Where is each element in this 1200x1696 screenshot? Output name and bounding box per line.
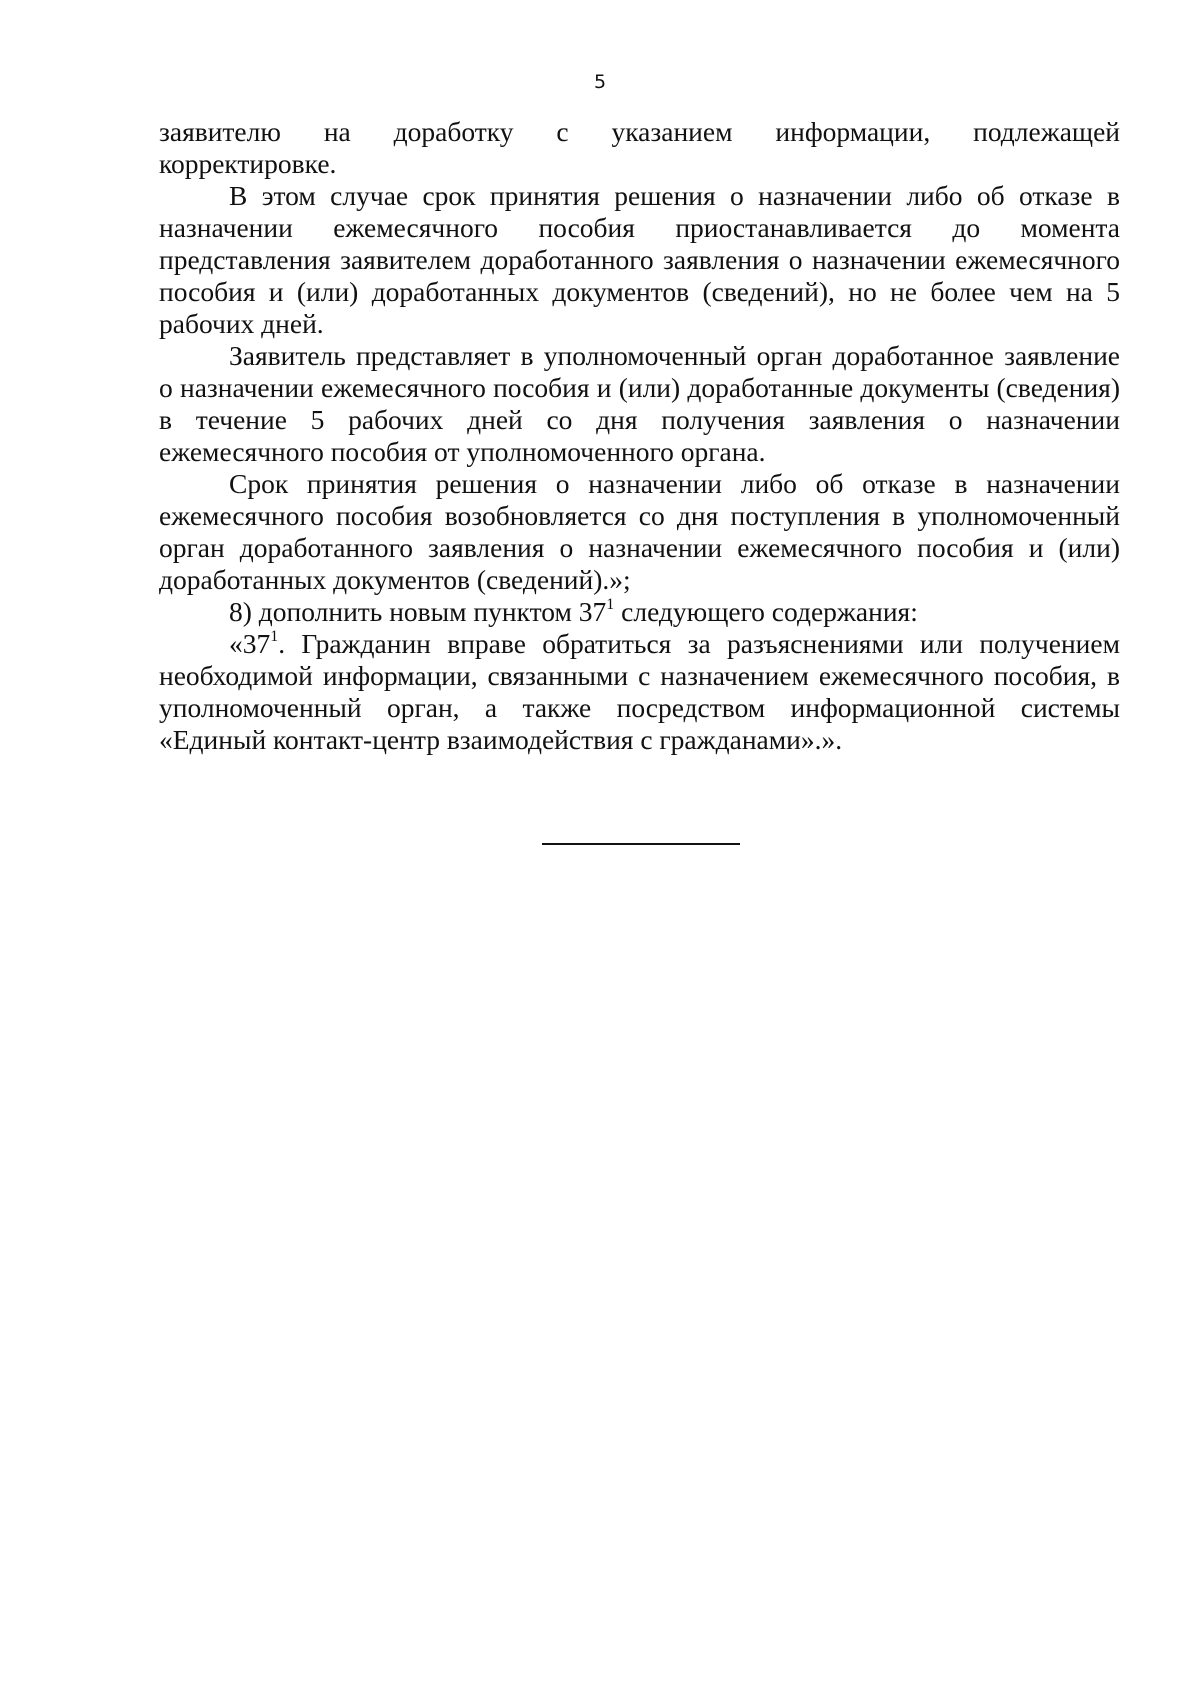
- page-number: 5: [593, 71, 607, 93]
- paragraph-applicant-submits: Заявитель представляет в уполномоченный орган доработанное заявление о назначении ежемесячного пособия и (или) доработанные документы (сведения) в течение 5 рабочих дней со дня получения заявления о назначении ежемесячного пособия от уполномоченного органа.: [159, 340, 1120, 467]
- paragraph-suspension-term: В этом случае срок принятия решения о назначении либо об отказе в назначении ежемесячного пособия приостанавливается до момента представления заявителем доработанного заявления о назначении ежемесячного пособия и (или) доработанных документов (сведений), но не более чем на 5 рабочих дней.: [159, 180, 1120, 339]
- item-8-text-end: следующего содержания:: [614, 596, 918, 627]
- item-8-text: 8) дополнить новым пунктом 37: [229, 596, 607, 627]
- paragraph-continued-line2: корректировке.: [159, 148, 337, 179]
- point-37-1-superscript: 1: [270, 627, 279, 645]
- item-8-superscript: 1: [606, 595, 615, 613]
- paragraph-item-8: [159, 596, 1120, 628]
- document-body: [159, 116, 1120, 756]
- point-37-1-number: «37: [229, 628, 271, 659]
- paragraph-term-resumes: Срок принятия решения о назначении либо об отказе в назначении ежемесячного пособия возобновляется со дня поступления в уполномоченный орган доработанного заявления о назначении ежемесячного пособия и (или) доработанных документов (сведений).»;: [159, 468, 1120, 595]
- paragraph-point-37-1: [159, 628, 1120, 756]
- point-37-1-text: . Гражданин вправе обратиться за разъяснениями или получением необходимой информации, связанными с назначением ежемесячного пособия, в уполномоченный орган, а также посредством информационной системы «Единый контакт-центр взаимодействия с гражданами».».: [159, 628, 1120, 755]
- paragraph-continued-line1: заявителю на доработку с указанием информации, подлежащей: [159, 116, 1120, 147]
- end-of-text-line: [542, 843, 740, 845]
